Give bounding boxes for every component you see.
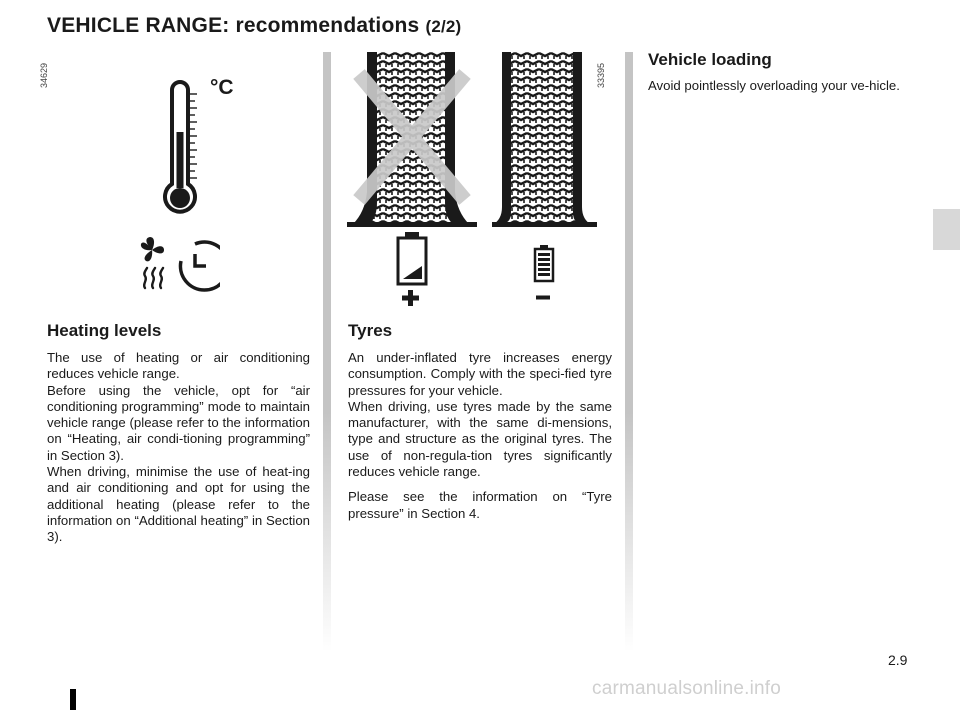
page-title	[47, 14, 461, 38]
thermometer-icon	[158, 74, 218, 224]
page-number: 2.9	[888, 652, 908, 668]
page-title-suffix: (2/2)	[425, 17, 462, 36]
tyres-comparison-illustration	[347, 52, 617, 307]
tyres-paragraph-1: An under-inflated tyre increases energy consumption. Comply with the speci-fied tyre pressures for your vehicle.	[348, 350, 612, 398]
corner-crop-mark	[70, 689, 76, 710]
tyres-paragraph-2: When driving, use tyres made by the same manufacturer, with the same di-mensions, type and structure as the original tyres. The use of non-regula-tion tyres significantly reduces vehicle range.	[348, 398, 612, 480]
heading-heating-levels: Heating levels	[47, 321, 162, 340]
page-title-text: VEHICLE RANGE: recommendations	[47, 14, 420, 37]
chapter-side-tab	[933, 209, 960, 250]
figure-code-left: 34629	[39, 62, 49, 88]
celsius-label: °C	[210, 76, 234, 99]
heating-paragraph-3: When driving, minimise the use of heat-ing and air conditioning and opt for using the additional heating (please refer to the information on “Additional heating” in Section 3).	[47, 464, 310, 545]
column-divider-right	[625, 52, 633, 652]
figure-code-right: 33395	[596, 62, 606, 88]
fan-clock-programming-icon	[138, 236, 220, 296]
loading-paragraph-1: Avoid pointlessly overloading your ve-hicle.	[648, 78, 900, 93]
heating-levels-text	[47, 350, 310, 546]
heading-vehicle-loading: Vehicle loading	[648, 50, 772, 69]
vehicle-loading-text	[648, 78, 911, 94]
column-divider-left	[323, 52, 331, 652]
watermark: carmanualsonline.info	[592, 678, 782, 699]
heading-tyres: Tyres	[348, 321, 393, 340]
heating-paragraph-1: The use of heating or air conditioning reduces vehicle range.	[47, 350, 310, 382]
heating-paragraph-2: Before using the vehicle, opt for “air conditioning programming” mode to maintain vehicle range (please refer to the information on “Heating, air condi-tioning programming” in Section 3).	[47, 382, 310, 463]
tyres-paragraph-3: Please see the information on “Tyre pressure” in Section 4.	[348, 489, 612, 521]
tyres-text	[348, 350, 612, 522]
